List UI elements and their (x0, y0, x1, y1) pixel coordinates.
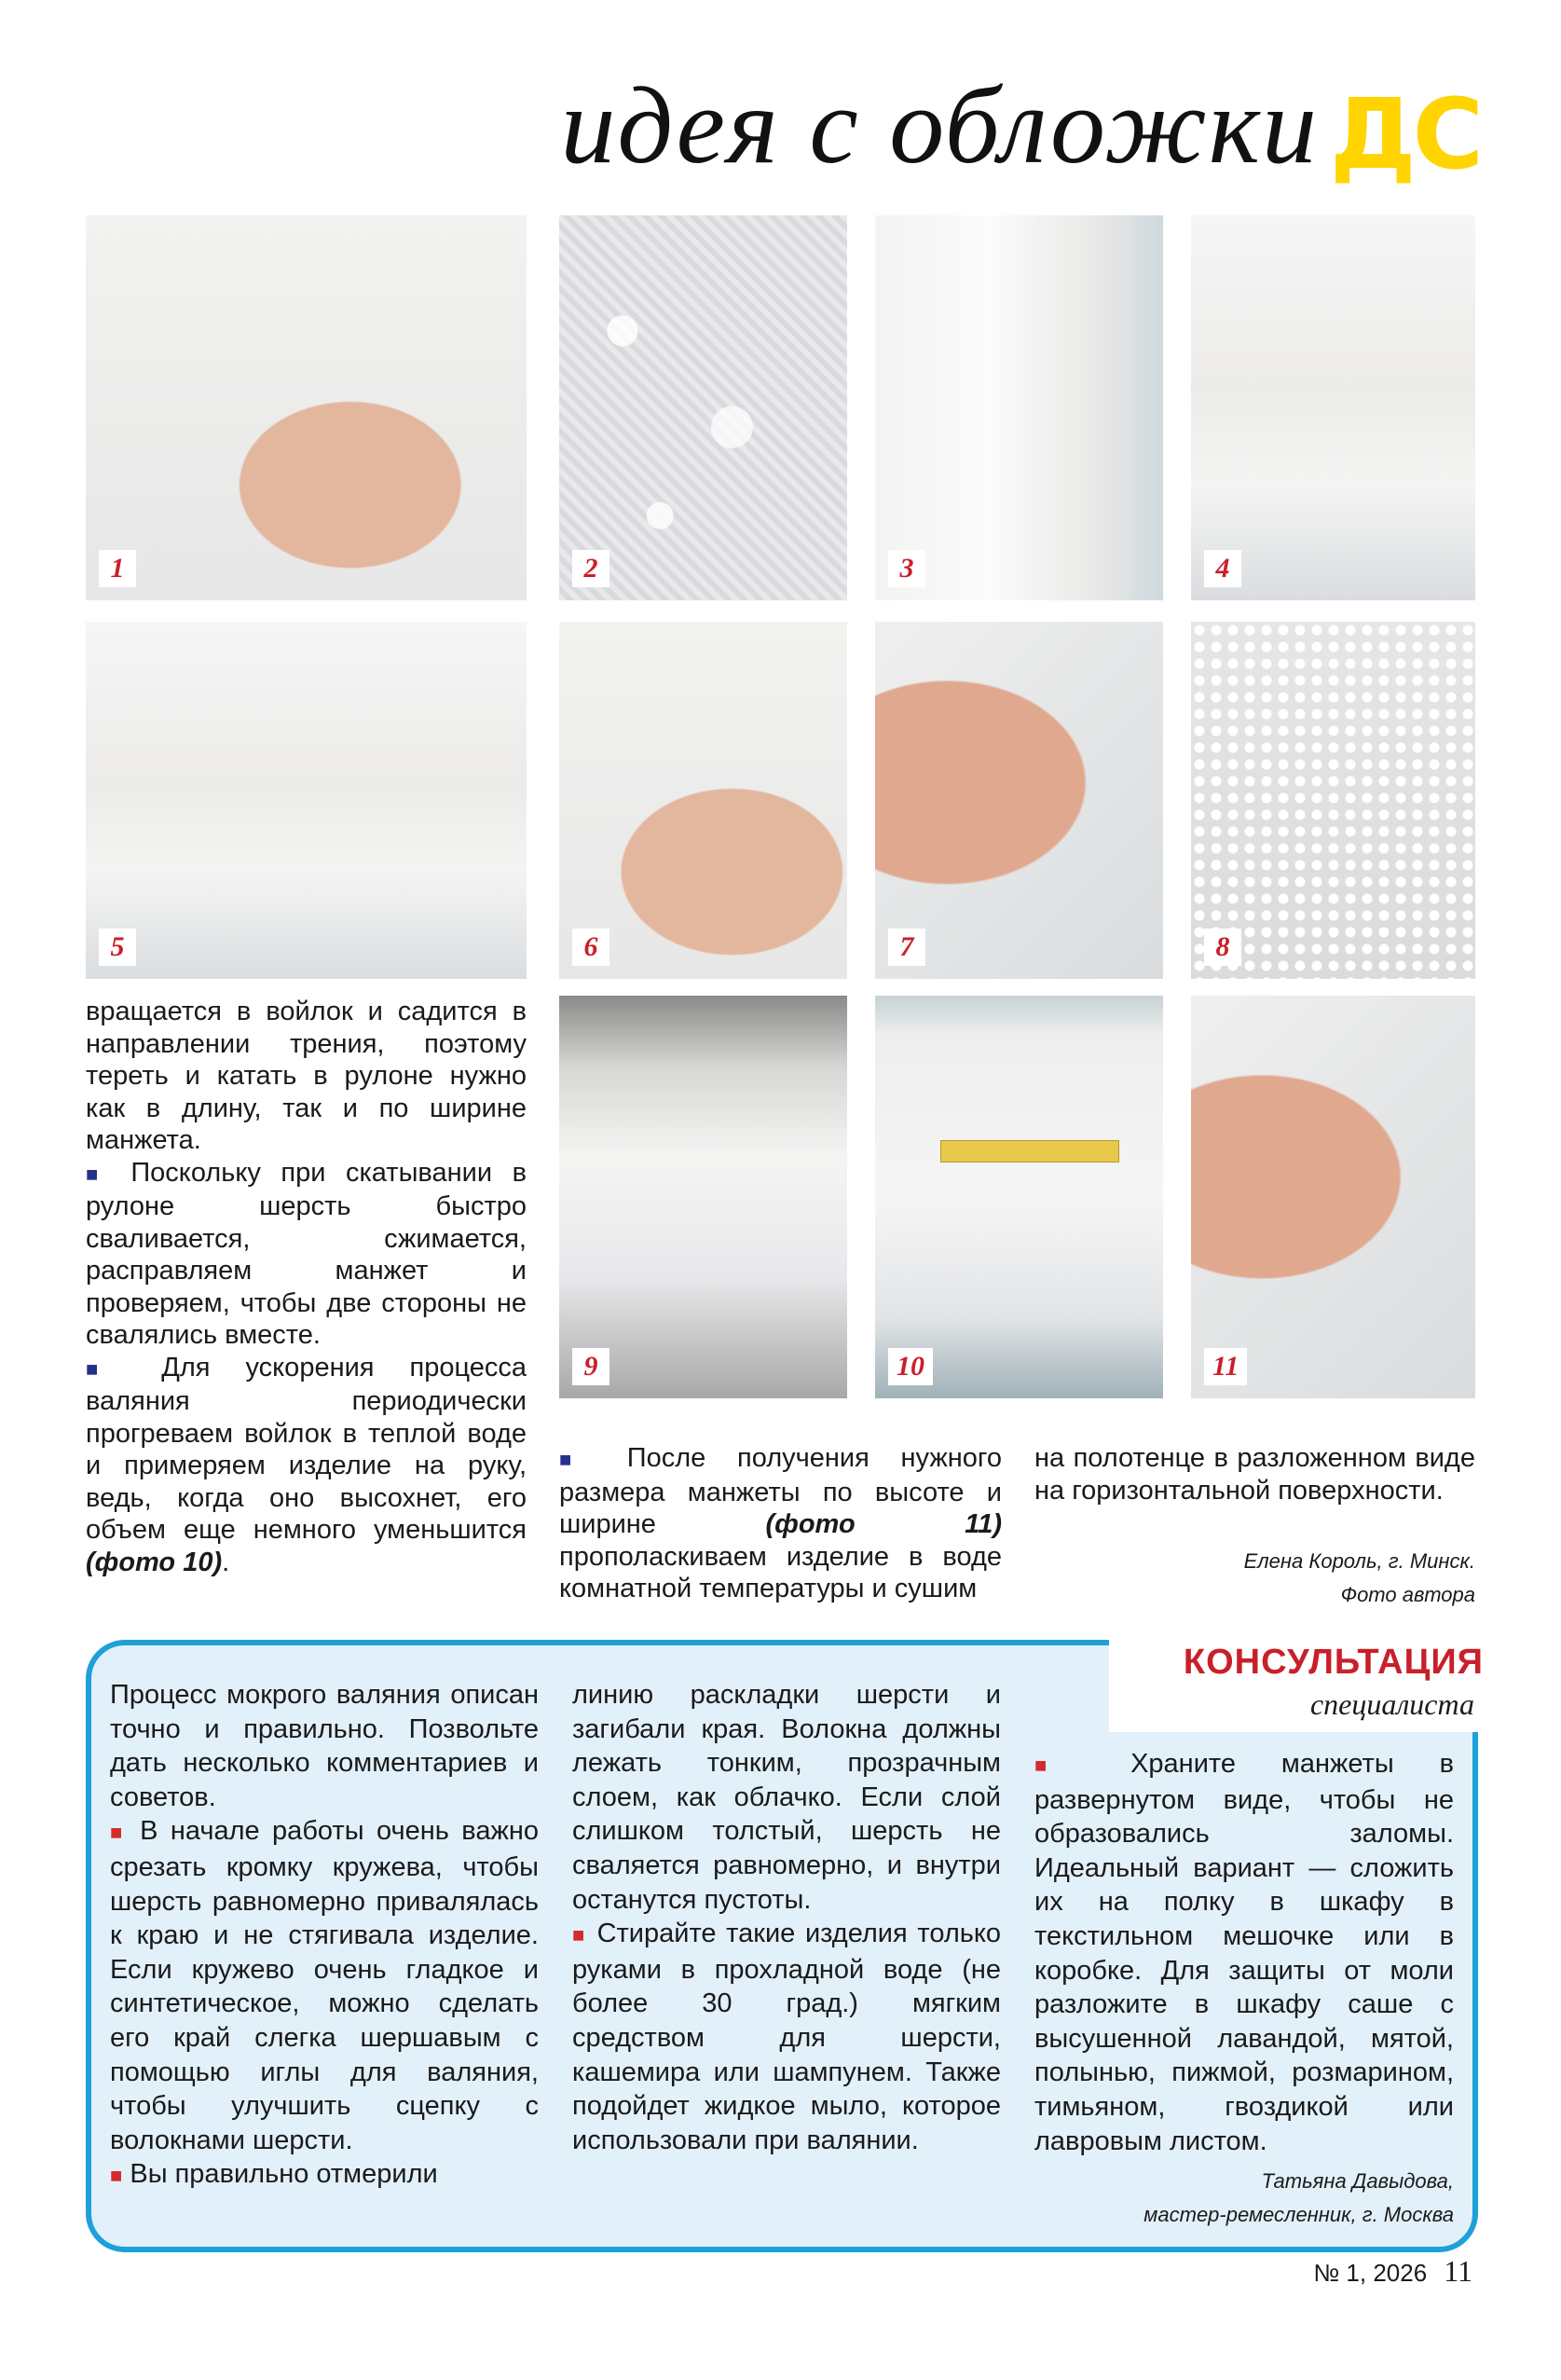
consultation-title: КОНСУЛЬТАЦИЯ (1183, 1643, 1484, 1682)
photo-number: 2 (572, 550, 609, 587)
photo-number: 5 (99, 929, 136, 966)
photo-2 (559, 215, 847, 600)
article-signature (1034, 1545, 1475, 1612)
paragraph: ■ Для ускорения процесса валяния периодически прогреваем войлок в теплой воде и примеряем изделие на руку, ведь, когда оно высохнет, его объем еще немного уменьшится (фото 10). (86, 1352, 527, 1577)
photo-8 (1191, 622, 1475, 979)
paragraph: на полотенце в разложенном виде на горизонтальной поверхности. (1034, 1443, 1475, 1506)
photo-number: 7 (888, 929, 925, 966)
photo-number: 4 (1204, 550, 1241, 587)
section-title: идея с обложки (560, 64, 1319, 186)
consult-column-1 (110, 1678, 539, 2194)
photo-7 (875, 622, 1163, 979)
paragraph: Процесс мокрого валяния описан точно и правильно. Позвольте дать несколько комментариев и советов. (110, 1680, 539, 1812)
photo-3 (875, 215, 1163, 600)
page-number: 11 (1444, 2254, 1472, 2288)
photo-number: 9 (572, 1348, 609, 1385)
consult-column-2 (572, 1678, 1001, 2157)
photo-credit: Фото автора (1340, 1583, 1475, 1606)
photo-number: 8 (1204, 929, 1241, 966)
consult-signature (1034, 2165, 1454, 2232)
photo-10 (875, 996, 1163, 1398)
photo-number: 1 (99, 550, 136, 587)
paragraph: ■ Стирайте такие изделия только руками в прохладной воде (не более 30 град.) мягким средством для шерсти, кашемира или шампунем. Также подойдет жидкое мыло, которое использовали при валянии. (572, 1919, 1001, 2155)
consultation-subtitle: специалиста (1309, 1687, 1474, 1721)
bullet-icon: ■ (110, 1821, 128, 1845)
consultation-header (1109, 1630, 1484, 1732)
bullet-icon: ■ (1034, 1754, 1086, 1777)
author-name: Татьяна Давыдова, (1261, 2169, 1454, 2193)
issue-number: № 1, 2026 (1313, 2259, 1428, 2287)
author-name: Елена Король, г. Минск. (1243, 1549, 1475, 1573)
article-column-right (1034, 1442, 1475, 1506)
paragraph: ■ Поскольку при скатывании в рулоне шерсть быстро сваливается, сжимается, расправляем манжет и проверяем, чтобы две стороны не свалялись вместе. (86, 1157, 527, 1350)
bullet-icon: ■ (86, 1162, 111, 1186)
consult-column-3 (1034, 1747, 1454, 2158)
measuring-tape (940, 1140, 1119, 1162)
paragraph: линию раскладки шерсти и загибали края. Волокна должны лежать тонким, прозрачным слоем, как облачко. Если слой слишком толстый, шерсть не сваляется равномерно, и внутри останутся пустоты. (572, 1680, 1001, 1915)
photo-5 (86, 622, 527, 979)
article-column-left (86, 996, 527, 1578)
page-footer (1313, 2254, 1472, 2289)
photo-4 (1191, 215, 1475, 600)
paragraph: ■ В начале работы очень важно срезать кромку кружева, чтобы шерсть равномерно привалялась к краю и не стягивала изделие. Если кружево очень гладкое и синтетическое, можно сделать его край слегка шершавым с помощью иглы для валяния, чтобы улучшить сцепку с волокнами шерсти. (110, 1816, 539, 2155)
photo-9 (559, 996, 847, 1398)
photo-number: 10 (888, 1348, 933, 1385)
photo-number: 11 (1204, 1348, 1247, 1385)
paragraph: ■ Храните манжеты в развернутом виде, чтобы не образовались заломы. Идеальный вариант — сложить их на полку в шкафу в текстильном мешочке или в коробке. Для защиты от моли разложите в шкафу саше с высушенной лавандой, мятой, полынью, пижмой, розмарином, тимьяном, гвоздикой или лавровым листом. (1034, 1749, 1454, 2156)
photo-11 (1191, 996, 1475, 1398)
photo-reference: (фото 10) (86, 1547, 223, 1577)
photo-1 (86, 215, 527, 600)
paragraph: ■ После получения нужного размера манжеты по высоте и ширине (фото 11) прополаскиваем изделие в воде комнатной температуры и сушим (559, 1443, 1002, 1603)
bullet-icon: ■ (559, 1448, 596, 1471)
photo-reference: (фото 11) (765, 1509, 1002, 1539)
paragraph: ■ Вы правильно отмерили (110, 2159, 438, 2190)
photo-number: 3 (888, 550, 925, 587)
article-column-middle (559, 1442, 1002, 1605)
bullet-icon: ■ (572, 1923, 587, 1947)
photo-6 (559, 622, 847, 979)
magazine-logo: ДС (1330, 77, 1480, 191)
author-role: мастер-ремесленник, г. Москва (1143, 2203, 1454, 2226)
photo-number: 6 (572, 929, 609, 966)
page-header (503, 64, 1491, 191)
paragraph: вращается в войлок и садится в направлении трения, поэтому тереть и катать в рулоне нужно как в длину, так и по ширине манжета. (86, 997, 527, 1155)
bullet-icon: ■ (110, 2164, 123, 2188)
bullet-icon: ■ (86, 1356, 127, 1381)
